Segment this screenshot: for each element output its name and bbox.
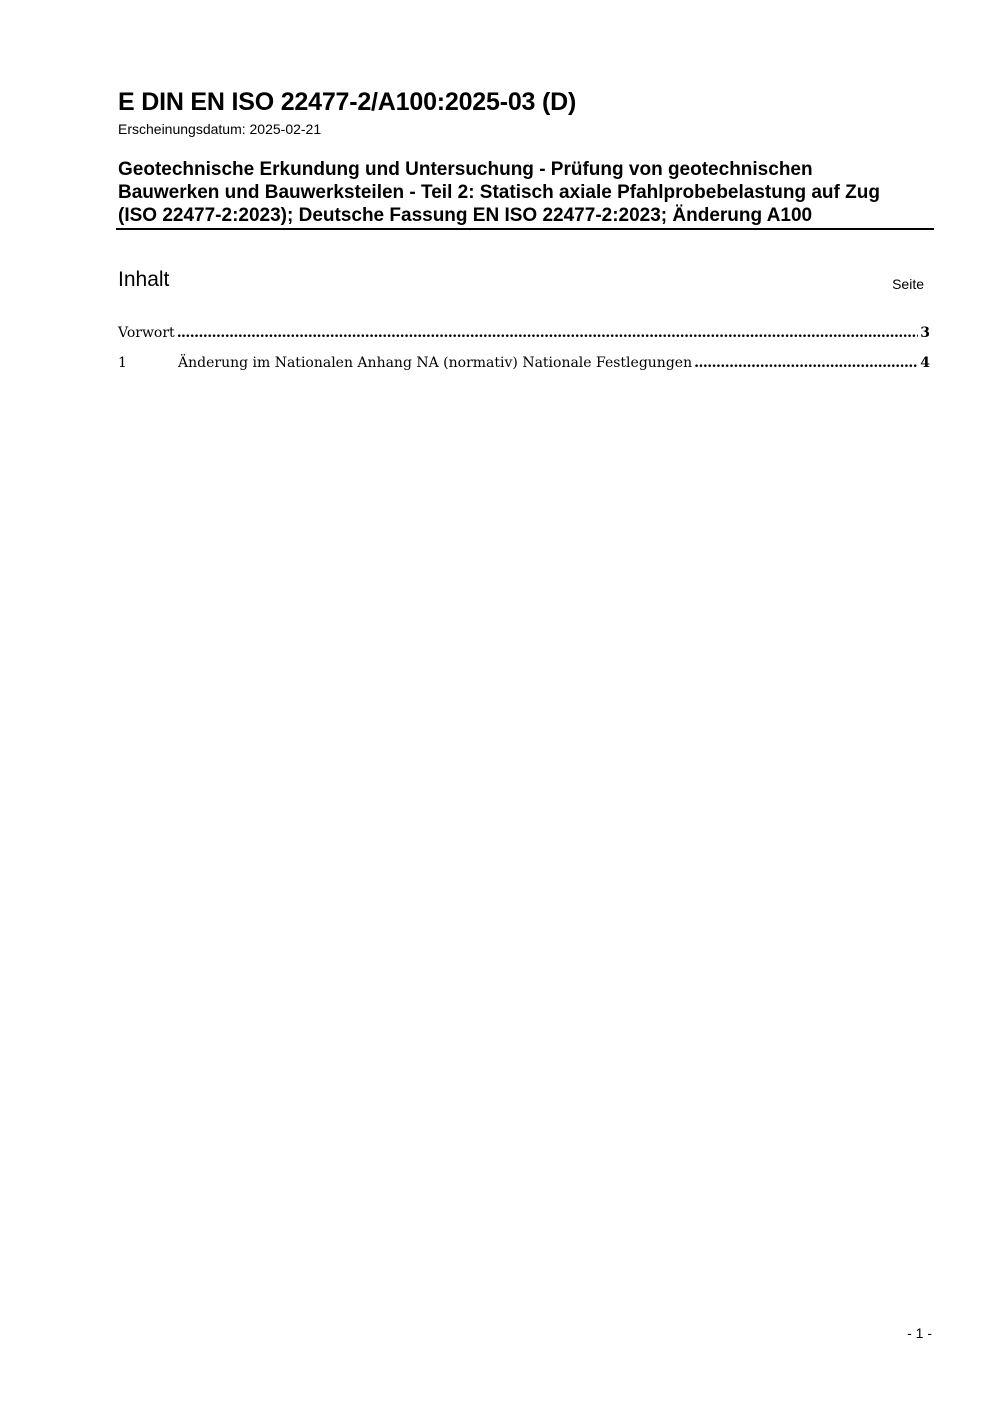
title-line: Bauwerken und Bauwerksteilen - Teil 2: Statisch axiale Pfahlprobebelastung auf Zug [118, 182, 880, 203]
toc-entry-vorwort[interactable] [118, 325, 930, 341]
document-id: E DIN EN ISO 22477-2/A100:2025-03 (D) [118, 88, 577, 116]
toc-dot-leader [694, 355, 918, 371]
title-line: (ISO 22477-2:2023); Deutsche Fassung EN ISO 22477-2:2023; Änderung A100 [118, 205, 813, 226]
toc-entry-label: Änderung im Nationalen Anhang NA (normativ) Nationale Festlegungen [178, 355, 693, 371]
toc-dot-leader [177, 325, 919, 341]
title-line: Geotechnische Erkundung und Untersuchung - Prüfung von geotechnischen [118, 159, 813, 180]
toc-page-column-label: Seite [892, 276, 924, 292]
toc-entry-page: 3 [920, 325, 930, 341]
page-number: - 1 - [907, 1325, 932, 1341]
toc-entry-number: 1 [118, 355, 127, 371]
toc-entry-section-1[interactable] [118, 355, 930, 371]
title-divider [116, 228, 934, 230]
release-date: Erscheinungsdatum: 2025-02-21 [118, 121, 322, 137]
toc-entry-label: Vorwort [118, 325, 175, 341]
toc-heading: Inhalt [118, 268, 170, 291]
toc-entry-page: 4 [920, 355, 930, 371]
document-title [118, 158, 933, 227]
